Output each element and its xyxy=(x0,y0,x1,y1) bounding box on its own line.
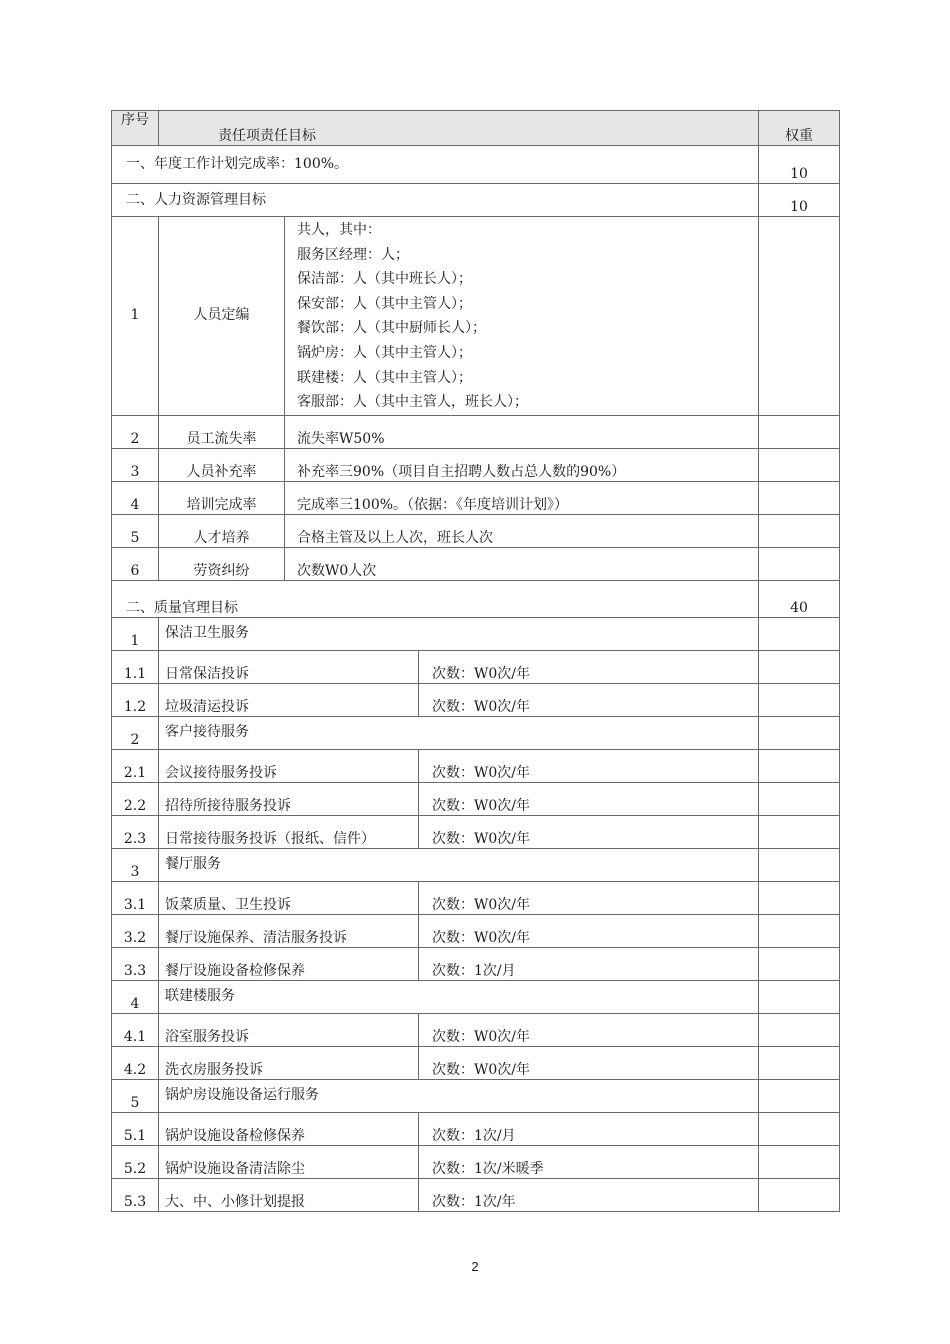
quality-item-target: 次数：W0次/年 xyxy=(419,749,759,782)
quality-item-weight xyxy=(759,749,840,782)
quality-item-row xyxy=(112,749,840,782)
table-body xyxy=(112,111,840,618)
quality-item-name xyxy=(159,815,419,848)
quality-item-weight xyxy=(759,683,840,716)
quality-group-name: 保洁卫生服务 xyxy=(159,617,759,650)
header-item: 责任项责任目标 xyxy=(159,111,759,146)
quality-item-no: 1.2 xyxy=(112,683,159,716)
quality-item-name-text: 餐厅设施保养、清洁服务投诉 xyxy=(165,929,347,946)
hr-row-weight xyxy=(759,547,840,580)
quality-item-name-text: 垃圾清运投诉 xyxy=(165,698,249,715)
section-row-quality xyxy=(112,580,840,617)
quality-item-weight xyxy=(759,650,840,683)
hr-row-no: 5 xyxy=(112,514,159,547)
quality-item-name xyxy=(159,650,419,683)
quality-item-name-text: 餐厅设施设备检修保养 xyxy=(165,962,305,979)
quality-item-name xyxy=(159,1145,419,1178)
quality-item-no: 5.1 xyxy=(112,1112,159,1145)
quality-item-target: 次数：W0次/年 xyxy=(419,650,759,683)
hr-row-weight xyxy=(759,415,840,448)
quality-group-no: 3 xyxy=(112,848,159,881)
quality-item-name xyxy=(159,749,419,782)
quality-group-row xyxy=(112,980,840,1013)
quality-item-name xyxy=(159,947,419,980)
quality-item-target: 次数：W0次/年 xyxy=(419,881,759,914)
quality-group-name: 客户接待服务 xyxy=(159,716,759,749)
quality-item-name-text: 锅炉设施设备清洁除尘 xyxy=(165,1160,305,1177)
quality-item-name-text: 会议接待服务投诉 xyxy=(165,764,277,781)
quality-item-no: 3.1 xyxy=(112,881,159,914)
quality-item-weight xyxy=(759,1046,840,1079)
header-weight: 权重 xyxy=(759,111,840,146)
quality-item-name xyxy=(159,881,419,914)
quality-item-row xyxy=(112,1178,840,1211)
hr-row-no: 4 xyxy=(112,481,159,514)
quality-item-weight xyxy=(759,914,840,947)
header-seq: 序号 xyxy=(112,111,159,146)
hr-row-weight xyxy=(759,448,840,481)
hr-row-weight xyxy=(759,514,840,547)
quality-item-row xyxy=(112,914,840,947)
quality-group-weight xyxy=(759,980,840,1013)
quality-item-row xyxy=(112,683,840,716)
hr-row-value: 补充率三90%（项目自主招聘人数占总人数的90%） xyxy=(285,448,759,481)
hr-row-name: 人员补充率 xyxy=(159,448,285,481)
hr-row-name: 劳资纠纷 xyxy=(159,547,285,580)
quality-item-target: 次数：W0次/年 xyxy=(419,782,759,815)
quality-group-no: 5 xyxy=(112,1079,159,1112)
hr-row-weight xyxy=(759,481,840,514)
hr-row-name: 人员定编 xyxy=(159,217,285,416)
quality-item-name xyxy=(159,782,419,815)
quality-item-row xyxy=(112,1046,840,1079)
hr-row-no: 1 xyxy=(112,217,159,416)
staffing-line: 联建楼：人（其中主管人）； xyxy=(297,369,472,386)
staffing-line: 客服部：人（其中主管人，班长人）； xyxy=(297,394,528,411)
hr-row xyxy=(112,481,840,514)
quality-item-name xyxy=(159,1046,419,1079)
hr-row-name: 员工流失率 xyxy=(159,415,285,448)
quality-item-target: 次数：W0次/年 xyxy=(419,1046,759,1079)
quality-item-row xyxy=(112,1112,840,1145)
quality-item-name xyxy=(159,1112,419,1145)
quality-item-name xyxy=(159,683,419,716)
quality-item-no: 2.1 xyxy=(112,749,159,782)
quality-item-name-text: 饭菜质量、卫生投诉 xyxy=(165,896,291,913)
quality-item-target: 次数：1次/年 xyxy=(419,1178,759,1211)
quality-group-weight xyxy=(759,1079,840,1112)
quality-group-row xyxy=(112,617,840,650)
quality-item-weight xyxy=(759,1145,840,1178)
quality-item-target: 次数：W0次/年 xyxy=(419,914,759,947)
quality-item-name xyxy=(159,914,419,947)
quality-group-weight xyxy=(759,617,840,650)
section-annual-label: 一、年度工作计划完成率：100%。 xyxy=(112,146,759,184)
quality-item-weight xyxy=(759,1013,840,1046)
quality-group-weight xyxy=(759,716,840,749)
quality-item-target: 次数：W0次/年 xyxy=(419,815,759,848)
hr-row-no: 3 xyxy=(112,448,159,481)
quality-item-no: 4.2 xyxy=(112,1046,159,1079)
hr-row-no: 6 xyxy=(112,547,159,580)
quality-group-name: 联建楼服务 xyxy=(159,980,759,1013)
quality-item-target: 次数：W0次/年 xyxy=(419,1013,759,1046)
quality-item-name-text: 洗衣房服务投诉 xyxy=(165,1061,263,1078)
quality-item-row xyxy=(112,947,840,980)
quality-group-row xyxy=(112,848,840,881)
quality-item-no: 5.3 xyxy=(112,1178,159,1211)
quality-group-row xyxy=(112,716,840,749)
section-row-annual xyxy=(112,146,840,184)
quality-item-no: 2.2 xyxy=(112,782,159,815)
quality-item-name-text: 大、中、小修计划提报 xyxy=(165,1193,305,1210)
quality-item-name-text: 日常接待服务投诉（报纸、信件） xyxy=(165,830,375,847)
quality-body xyxy=(112,617,840,1211)
quality-group-name: 餐厅服务 xyxy=(159,848,759,881)
staffing-line: 服务区经理：人； xyxy=(297,246,409,263)
quality-item-name-text: 浴室服务投诉 xyxy=(165,1028,249,1045)
quality-item-name xyxy=(159,1178,419,1211)
quality-item-weight xyxy=(759,1112,840,1145)
quality-item-row xyxy=(112,1013,840,1046)
quality-item-name xyxy=(159,1013,419,1046)
quality-item-name-text: 锅炉设施设备检修保养 xyxy=(165,1127,305,1144)
page-number: 2 xyxy=(471,1259,479,1274)
staffing-line: 锅炉房：人（其中主管人）； xyxy=(297,344,472,361)
hr-row-value: 次数W0人次 xyxy=(285,547,759,580)
staffing-line: 餐饮部：人（其中厨师长人）； xyxy=(297,320,486,337)
quality-item-target: 次数：1次/月 xyxy=(419,1112,759,1145)
quality-item-target: 次数：1次/米暖季 xyxy=(419,1145,759,1178)
hr-row xyxy=(112,415,840,448)
hr-row-name: 人才培养 xyxy=(159,514,285,547)
hr-row-value: 合格主管及以上人次，班长人次 xyxy=(285,514,759,547)
staffing-list xyxy=(285,217,759,416)
quality-item-no: 1.1 xyxy=(112,650,159,683)
quality-group-no: 4 xyxy=(112,980,159,1013)
staffing-line: 保安部：人（其中主管人）； xyxy=(297,295,472,312)
quality-item-target: 次数：1次/月 xyxy=(419,947,759,980)
quality-item-row xyxy=(112,881,840,914)
section-hr-label: 二、人力资源管理目标 xyxy=(112,184,759,217)
hr-row-weight xyxy=(759,217,840,416)
quality-item-weight xyxy=(759,815,840,848)
quality-item-no: 4.1 xyxy=(112,1013,159,1046)
quality-group-no: 1 xyxy=(112,617,159,650)
quality-item-row xyxy=(112,815,840,848)
quality-item-row xyxy=(112,1145,840,1178)
quality-item-weight xyxy=(759,881,840,914)
quality-item-name-text: 日常保洁投诉 xyxy=(165,665,249,682)
quality-item-weight xyxy=(759,1178,840,1211)
quality-item-no: 5.2 xyxy=(112,1145,159,1178)
quality-item-row xyxy=(112,650,840,683)
staffing-line: 保洁部：人（其中班长人）； xyxy=(297,271,472,288)
quality-group-row xyxy=(112,1079,840,1112)
quality-item-no: 2.3 xyxy=(112,815,159,848)
quality-item-weight xyxy=(759,947,840,980)
staffing-line: 共人，其中： xyxy=(297,222,381,238)
table-header-row xyxy=(112,111,840,146)
quality-item-row xyxy=(112,782,840,815)
quality-item-target: 次数：W0次/年 xyxy=(419,683,759,716)
section-annual-weight: 10 xyxy=(759,146,840,184)
quality-group-weight xyxy=(759,848,840,881)
hr-row-staffing xyxy=(112,217,840,416)
section-quality-weight: 40 xyxy=(759,580,840,617)
section-row-hr xyxy=(112,184,840,217)
quality-group-no: 2 xyxy=(112,716,159,749)
quality-item-weight xyxy=(759,782,840,815)
hr-row xyxy=(112,514,840,547)
section-hr-weight: 10 xyxy=(759,184,840,217)
quality-group-name: 锅炉房设施设备运行服务 xyxy=(159,1079,759,1112)
hr-row xyxy=(112,547,840,580)
hr-row xyxy=(112,448,840,481)
section-quality-label: 二、质量官理目标 xyxy=(112,580,759,617)
hr-row-no: 2 xyxy=(112,415,159,448)
hr-row-value: 流失率W50% xyxy=(285,415,759,448)
quality-item-no: 3.3 xyxy=(112,947,159,980)
quality-item-name-text: 招待所接待服务投诉 xyxy=(165,797,291,814)
quality-item-no: 3.2 xyxy=(112,914,159,947)
hr-row-name: 培训完成率 xyxy=(159,481,285,514)
hr-row-value: 完成率三100%。（依据：《年度培训计划》） xyxy=(285,481,759,514)
responsibility-target-table xyxy=(111,110,840,1212)
